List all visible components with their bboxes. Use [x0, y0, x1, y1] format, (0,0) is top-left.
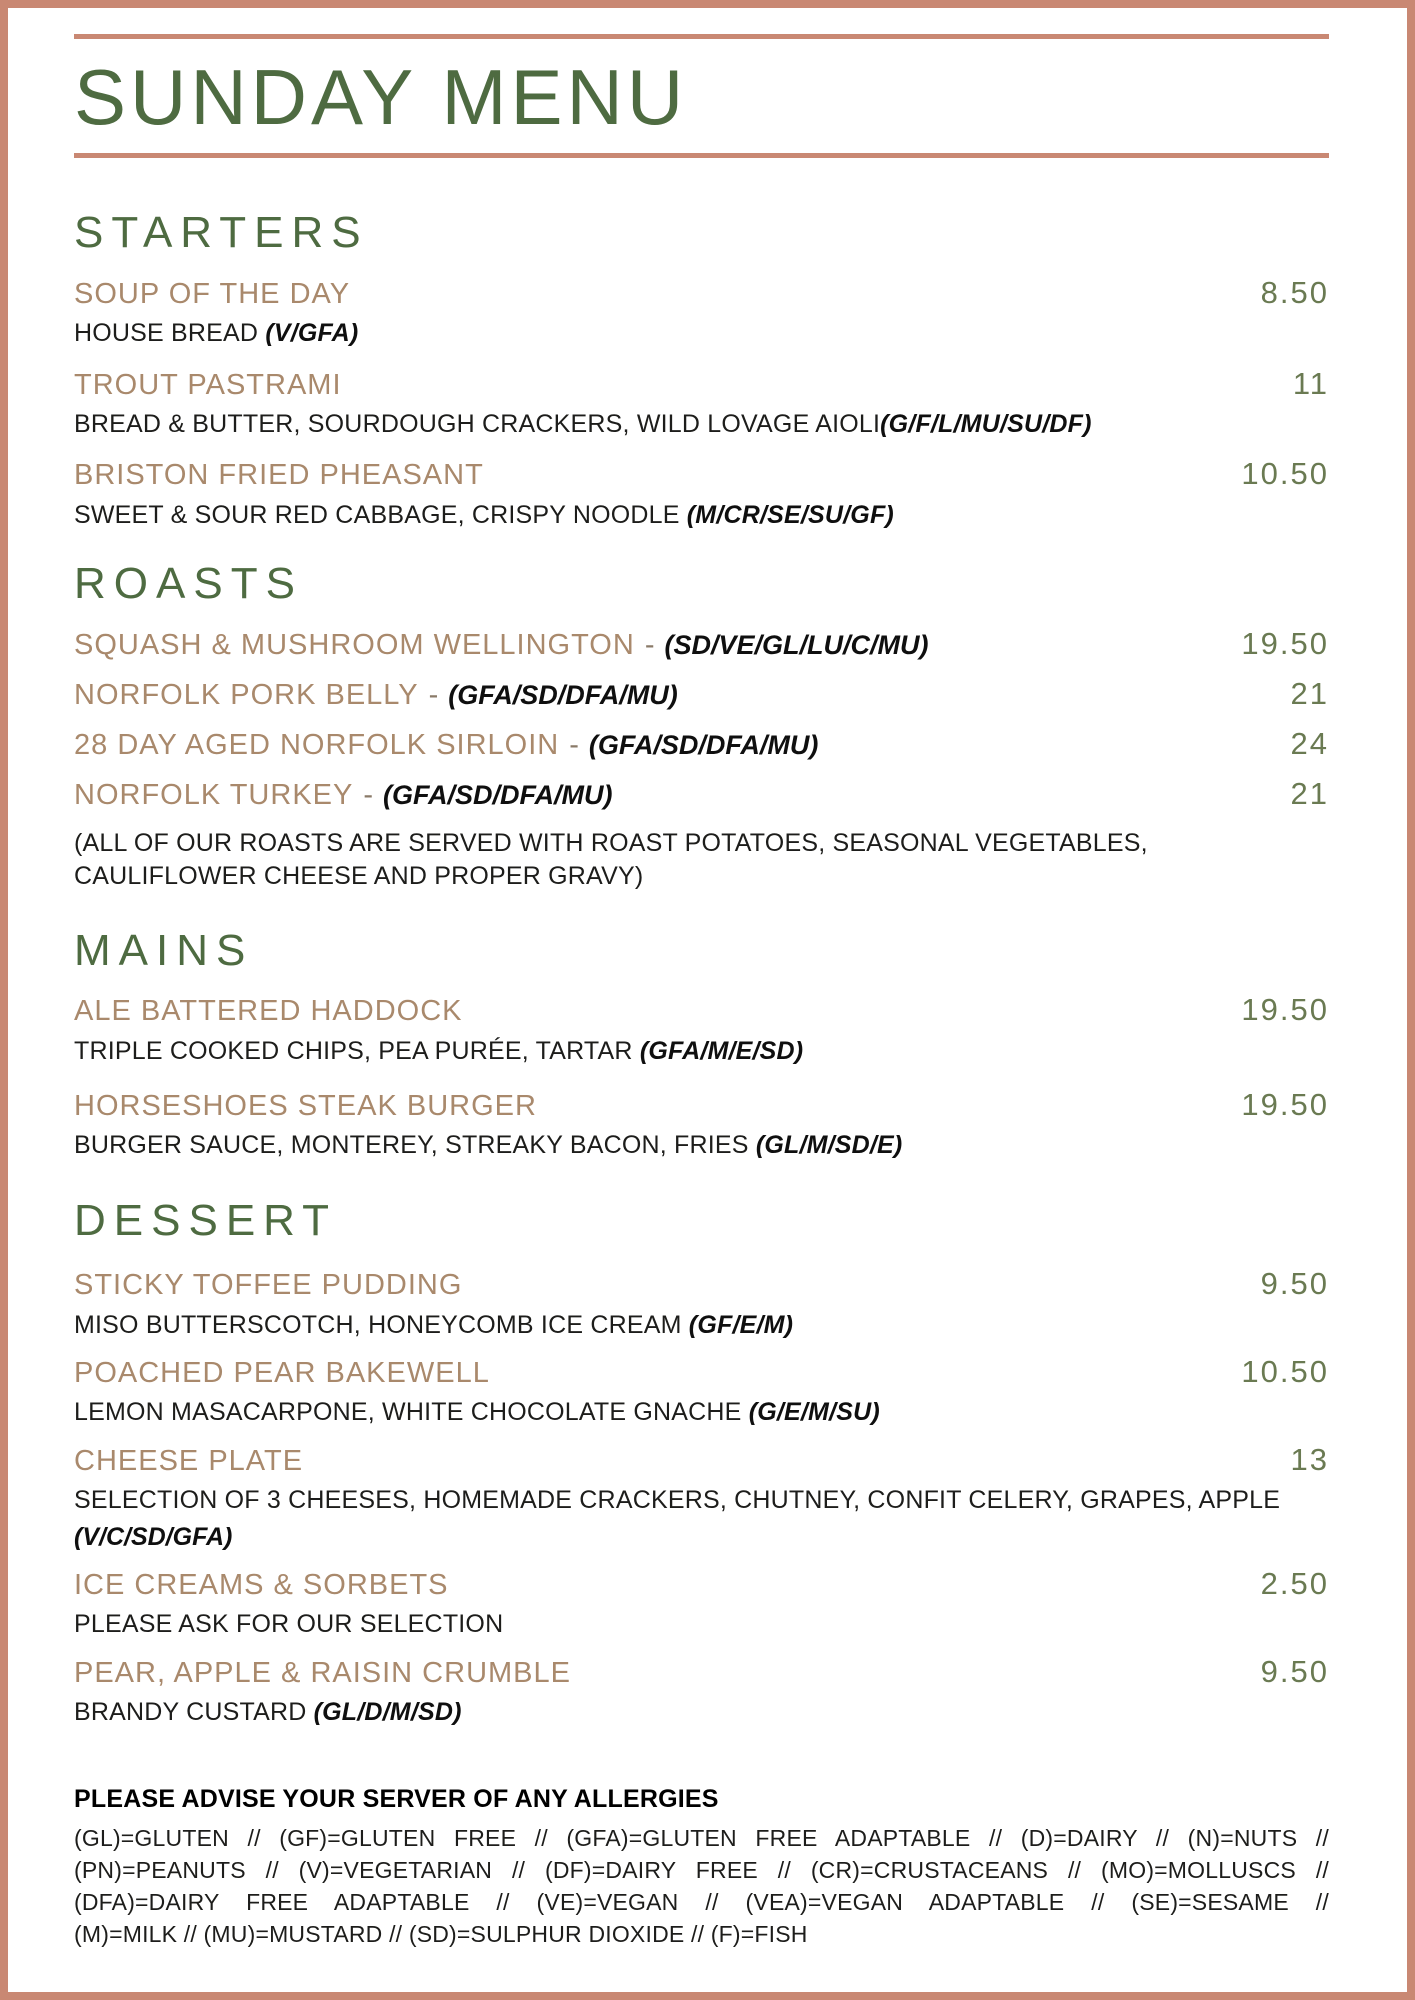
- allergen-codes: (G/F/L/MU/SU/DF): [880, 409, 1092, 438]
- menu-item: [74, 1087, 1329, 1162]
- item-description: [74, 317, 1329, 350]
- item-name: ICE CREAMS & SORBETS: [74, 1569, 449, 1602]
- item-name: CHEESE PLATE: [74, 1444, 304, 1477]
- section-mains: [74, 926, 1329, 1162]
- item-line: [74, 1354, 1329, 1391]
- allergen-codes: (GFA/SD/DFA/MU): [383, 780, 613, 811]
- section-heading: STARTERS: [74, 208, 369, 258]
- item-description-text: BREAD & BUTTER, SOURDOUGH CRACKERS, WILD LOVAGE AIOLI: [74, 409, 881, 438]
- item-price: 21: [1290, 675, 1329, 711]
- allergen-codes: (GFA/SD/DFA/MU): [588, 730, 819, 761]
- menu-item: [74, 1442, 1329, 1553]
- menu-item: [74, 275, 1329, 350]
- allergen-key-line: (PN)=PEANUTS // (V)=VEGETARIAN // (DF)=DAIRY FREE // (CR)=CRUSTACEANS // (MO)=MOLLUSCS //: [74, 1856, 1329, 1883]
- item-price: 2.50: [1260, 1566, 1329, 1602]
- item-description: [74, 1035, 1329, 1068]
- item-price: 19.50: [1241, 1087, 1329, 1123]
- item-price: 21: [1290, 776, 1329, 812]
- item-separator: -: [363, 779, 374, 812]
- item-name: STICKY TOFFEE PUDDING: [74, 1269, 463, 1302]
- allergy-footer: [74, 1785, 1329, 1951]
- allergen-codes: (G/E/M/SU): [748, 1398, 880, 1427]
- item-description-text: LEMON MASACARPONE, WHITE CHOCOLATE GNACHE: [74, 1398, 749, 1427]
- item-name: POACHED PEAR BAKEWELL: [74, 1357, 490, 1390]
- item-description-text: HOUSE BREAD: [74, 319, 266, 348]
- allergen-key-line: (GL)=GLUTEN // (GF)=GLUTEN FREE // (GFA)=GLUTEN FREE ADAPTABLE // (D)=DAIRY // (N)=NUTS //: [74, 1824, 1329, 1851]
- section-heading: ROASTS: [74, 559, 303, 609]
- item-separator: -: [428, 678, 439, 711]
- item-description-text: BURGER SAUCE, MONTEREY, STREAKY BACON, FRIES: [74, 1131, 756, 1160]
- allergen-codes: (GF/E/M): [688, 1310, 794, 1339]
- item-description-text: MISO BUTTERSCOTCH, HONEYCOMB ICE CREAM: [74, 1310, 689, 1339]
- title-divider-bottom: [74, 153, 1329, 158]
- item-line: [74, 275, 1329, 312]
- menu-item: [74, 676, 1329, 713]
- section-dessert: [74, 1196, 1329, 1729]
- allergen-codes: (V/C/SD/GFA): [74, 1522, 233, 1551]
- title-divider-top: [74, 34, 1329, 39]
- allergen-codes: (M/CR/SE/SU/GF): [686, 500, 894, 529]
- item-price: 13: [1290, 1441, 1329, 1477]
- item-line: [74, 366, 1329, 403]
- item-price: 9.50: [1260, 1653, 1329, 1689]
- item-description: [74, 1396, 1329, 1429]
- item-description: [74, 1129, 1329, 1162]
- menu-item: [74, 1354, 1329, 1429]
- item-description-text: SWEET & SOUR RED CABBAGE, CRISPY NOODLE: [74, 500, 687, 529]
- section-heading: MAINS: [74, 925, 254, 975]
- item-price: 8.50: [1260, 274, 1329, 310]
- item-name: ALE BATTERED HADDOCK: [74, 995, 463, 1028]
- page-title: SUNDAY MENU: [74, 53, 688, 141]
- item-name: HORSESHOES STEAK BURGER: [74, 1090, 537, 1123]
- allergen-codes: (GL/M/SD/E): [755, 1131, 903, 1160]
- item-name: 28 DAY AGED NORFOLK SIRLOIN: [74, 729, 560, 762]
- item-line: [74, 776, 1329, 813]
- item-name: NORFOLK TURKEY: [74, 779, 354, 812]
- section-starters: [74, 208, 1329, 531]
- item-description-text: SELECTION OF 3 CHEESES, HOMEMADE CRACKERS, CHUTNEY, CONFIT CELERY, GRAPES, APPLE: [74, 1486, 1281, 1515]
- allergen-codes: (SD/VE/GL/LU/C/MU): [664, 629, 929, 660]
- menu-item: [74, 992, 1329, 1067]
- section-roasts: [74, 559, 1329, 894]
- allergen-key-line: (DFA)=DAIRY FREE ADAPTABLE // (VE)=VEGAN // (VEA)=VEGAN ADAPTABLE // (SE)=SESAME //: [74, 1888, 1329, 1915]
- item-price: 10.50: [1241, 1354, 1329, 1390]
- item-separator: -: [569, 729, 579, 762]
- item-price: 11: [1292, 365, 1329, 401]
- roasts-note: (ALL OF OUR ROASTS ARE SERVED WITH ROAST POTATOES, SEASONAL VEGETABLES, CAULIFLOWER CHEESE AND PROPER GRAVY): [74, 828, 1148, 891]
- item-description-text: PLEASE ASK FOR OUR SELECTION: [74, 1610, 504, 1639]
- menu-item: [74, 626, 1329, 663]
- menu-item: [74, 776, 1329, 813]
- allergen-codes: (GFA/M/E/SD): [639, 1036, 804, 1065]
- item-description: [74, 1484, 1329, 1517]
- allergen-codes: (GL/D/M/SD): [313, 1698, 462, 1727]
- item-price: 9.50: [1260, 1266, 1329, 1302]
- item-name: PEAR, APPLE & RAISIN CRUMBLE: [74, 1656, 571, 1689]
- item-line: [74, 1654, 1329, 1691]
- allergen-key-line: (M)=MILK // (MU)=MUSTARD // (SD)=SULPHUR DIOXIDE // (F)=FISH: [74, 1921, 808, 1948]
- item-name: NORFOLK PORK BELLY: [74, 678, 419, 711]
- item-line: [74, 1442, 1329, 1479]
- item-name: TROUT PASTRAMI: [74, 368, 342, 401]
- menu-item: [74, 456, 1329, 531]
- item-line: [74, 992, 1329, 1029]
- item-line: [74, 1566, 1329, 1603]
- allergy-notice-heading: PLEASE ADVISE YOUR SERVER OF ANY ALLERGIES: [74, 1784, 719, 1813]
- item-line: [74, 456, 1329, 493]
- item-price: 10.50: [1241, 456, 1329, 492]
- item-line: [74, 726, 1329, 763]
- item-line: [74, 1266, 1329, 1303]
- item-line: [74, 626, 1329, 663]
- item-description: [74, 1309, 1329, 1342]
- menu-item: [74, 726, 1329, 763]
- section-heading: DESSERT: [74, 1195, 338, 1245]
- item-description: [74, 1608, 1329, 1641]
- item-price: 19.50: [1241, 625, 1329, 661]
- item-description: [74, 1696, 1329, 1729]
- item-description: [74, 499, 1329, 532]
- menu-item: [74, 1654, 1329, 1729]
- item-description-text: BRANDY CUSTARD: [74, 1698, 314, 1727]
- menu-item: [74, 1566, 1329, 1641]
- item-description: [74, 408, 1329, 441]
- item-line: [74, 1087, 1329, 1124]
- item-name: BRISTON FRIED PHEASANT: [74, 459, 484, 492]
- item-price: 19.50: [1241, 992, 1329, 1028]
- item-description-text: TRIPLE COOKED CHIPS, PEA PURÉE, TARTAR: [74, 1036, 640, 1065]
- menu-item: [74, 366, 1329, 441]
- item-price: 24: [1290, 726, 1329, 762]
- item-name: SQUASH & MUSHROOM WELLINGTON: [74, 628, 635, 661]
- item-separator: -: [644, 628, 655, 661]
- allergen-codes: (V/GFA): [265, 319, 359, 348]
- item-name: SOUP OF THE DAY: [74, 277, 351, 310]
- allergen-codes: (GFA/SD/DFA/MU): [448, 679, 678, 710]
- menu-item: [74, 1266, 1329, 1341]
- item-line: [74, 676, 1329, 713]
